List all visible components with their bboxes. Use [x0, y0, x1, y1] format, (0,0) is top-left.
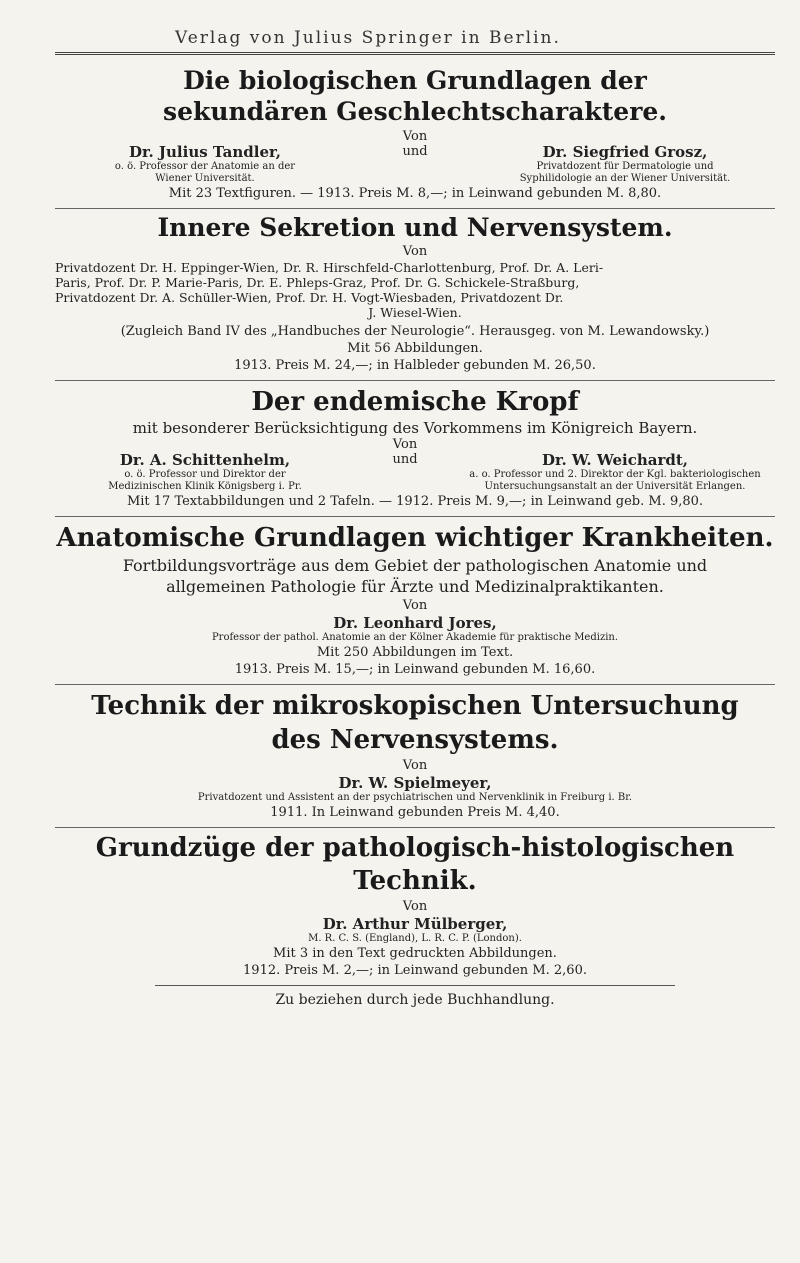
book-1-title-line-2: sekundären Geschlechtscharaktere. — [163, 97, 667, 126]
book-2-title: Innere Sekretion und Nervensystem. — [157, 213, 673, 242]
book-4-subtitle-line-1: Fortbildungsvorträge aus dem Gebiet der pathologischen Anatomie und — [122, 556, 708, 575]
author-name: Dr. Julius Tandler, — [128, 143, 282, 161]
publisher-header: Verlag von Julius Springer in Berlin. — [175, 28, 561, 48]
author-affiliation-line-1: a. o. Professor und 2. Direktor der Kgl. bakteriologischen — [469, 469, 761, 480]
book-1-author-1 — [55, 129, 355, 185]
book-3-subtitle: mit besonderer Berücksichtigung des Vorkommens im Königreich Bayern. — [132, 419, 698, 437]
book-4-author-name: Dr. Leonhard Jores, — [333, 614, 497, 632]
book-6-author-name: Dr. Arthur Mülberger, — [322, 915, 508, 933]
book-4-illustrations: Mit 250 Abbildungen im Text. — [316, 645, 514, 660]
book-2-series-note: (Zugleich Band IV des „Handbuches der Neurologie“. Herausgeg. von M. Lewandowsky.) — [120, 324, 710, 339]
author-affiliation-line-1: o. ö. Professor der Anatomie an der — [114, 161, 296, 172]
author-affiliation-line-2: Untersuchungsanstalt an der Universität Erlangen. — [484, 481, 746, 492]
contributor-line-1: Privatdozent Dr. H. Eppinger-Wien, Dr. R. Hirschfeld-Charlottenburg, Prof. Dr. A. Leri- — [55, 260, 604, 275]
separator — [55, 516, 775, 517]
book-2-contributors — [55, 260, 775, 320]
author-affiliation-line-1: o. ö. Professor und Direktor der — [124, 469, 286, 480]
book-1-details: Mit 23 Textfiguren. — 1913. Preis M. 8,—; in Leinwand gebunden M. 8,80. — [168, 186, 662, 201]
separator — [55, 208, 775, 209]
book-1-von-und — [385, 129, 445, 159]
book-5-author-name: Dr. W. Spielmeyer, — [338, 774, 492, 792]
book-1-title-line-1: Die biologischen Grundlagen der — [183, 66, 647, 95]
author-name: Dr. A. Schittenhelm, — [119, 451, 291, 469]
von-label: Von — [402, 129, 428, 144]
book-2-price: 1913. Preis M. 24,—; in Halbleder gebunden M. 26,50. — [234, 358, 596, 373]
author-name: Dr. W. Weichardt, — [541, 451, 689, 469]
book-3-authors — [55, 437, 775, 493]
footer-note: Zu beziehen durch jede Buchhandlung. — [275, 992, 555, 1008]
contributor-line-3: Privatdozent Dr. A. Schüller-Wien, Prof. Dr. H. Vogt-Wiesbaden, Privatdozent Dr. — [55, 290, 564, 305]
von-label: Von — [392, 437, 418, 452]
book-4-price: 1913. Preis M. 15,—; in Leinwand gebunden M. 16,60. — [234, 662, 596, 677]
book-3-details: Mit 17 Textabbildungen und 2 Tafeln. — 1912. Preis M. 9,—; in Leinwand geb. M. 9,80. — [126, 494, 704, 509]
book-6-title-line-1: Grundzüge der pathologisch-histologischen — [95, 833, 735, 863]
book-2 — [55, 213, 775, 374]
book-5-title-line-2: des Nervensystems. — [271, 725, 559, 755]
separator — [55, 380, 775, 381]
book-6-illustrations: Mit 3 in den Text gedruckten Abbildungen. — [273, 946, 557, 961]
book-3-von-und — [375, 437, 435, 467]
book-5 — [55, 689, 775, 821]
book-1-authors — [55, 129, 775, 185]
book-5-von: Von — [402, 758, 428, 773]
book-6-author-affiliation: M. R. C. S. (England), L. R. C. P. (London). — [308, 933, 522, 944]
book-6 — [55, 832, 775, 979]
author-affiliation-line-2: Syphilidologie an der Wiener Universität. — [519, 173, 731, 184]
book-3-title: Der endemische Kropf — [251, 387, 579, 417]
book-1-author-2 — [475, 129, 775, 185]
book-4-von: Von — [402, 598, 428, 613]
author-affiliation-line-2: Wiener Universität. — [155, 173, 255, 184]
header-rule — [55, 52, 775, 55]
separator — [55, 827, 775, 828]
separator — [55, 684, 775, 685]
book-1 — [55, 65, 775, 202]
book-3 — [55, 385, 775, 510]
book-6-title-line-2: Technik. — [353, 866, 477, 896]
page — [55, 28, 775, 1008]
book-4-title: Anatomische Grundlagen wichtiger Krankheiten. — [56, 523, 774, 553]
und-label: und — [392, 452, 418, 467]
author-affiliation-line-1: Privatdozent für Dermatologie und — [536, 161, 714, 172]
author-affiliation-line-2: Medizinischen Klinik Königsberg i. Pr. — [108, 481, 302, 492]
book-4-subtitle-line-2: allgemeinen Pathologie für Ärzte und Medizinalpraktikanten. — [166, 577, 664, 596]
book-6-von: Von — [402, 899, 428, 914]
book-5-title-line-1: Technik der mikroskopischen Untersuchung — [91, 691, 739, 721]
book-3-author-2 — [455, 437, 775, 493]
book-6-price: 1912. Preis M. 2,—; in Leinwand gebunden M. 2,60. — [243, 963, 587, 978]
book-2-illustrations: Mit 56 Abbildungen. — [347, 341, 483, 356]
book-5-author-affiliation: Privatdozent und Assistent an der psychiatrischen und Nervenklinik in Freiburg i. Br. — [197, 792, 633, 803]
book-2-von: Von — [402, 244, 428, 259]
contributor-line-2: Paris, Prof. Dr. P. Marie-Paris, Dr. E. Phleps-Graz, Prof. Dr. G. Schickele-Straßburg, — [55, 275, 580, 290]
contributor-line-4: J. Wiesel-Wien. — [368, 305, 462, 320]
book-4-author-affiliation: Professor der pathol. Anatomie an der Kölner Akademie für praktische Medizin. — [211, 632, 619, 643]
book-4 — [55, 521, 775, 678]
footer-rule — [155, 985, 675, 986]
book-5-price: 1911. In Leinwand gebunden Preis M. 4,40. — [270, 805, 560, 820]
author-name: Dr. Siegfried Grosz, — [542, 143, 708, 161]
book-3-author-1 — [55, 437, 355, 493]
und-label: und — [402, 144, 428, 159]
